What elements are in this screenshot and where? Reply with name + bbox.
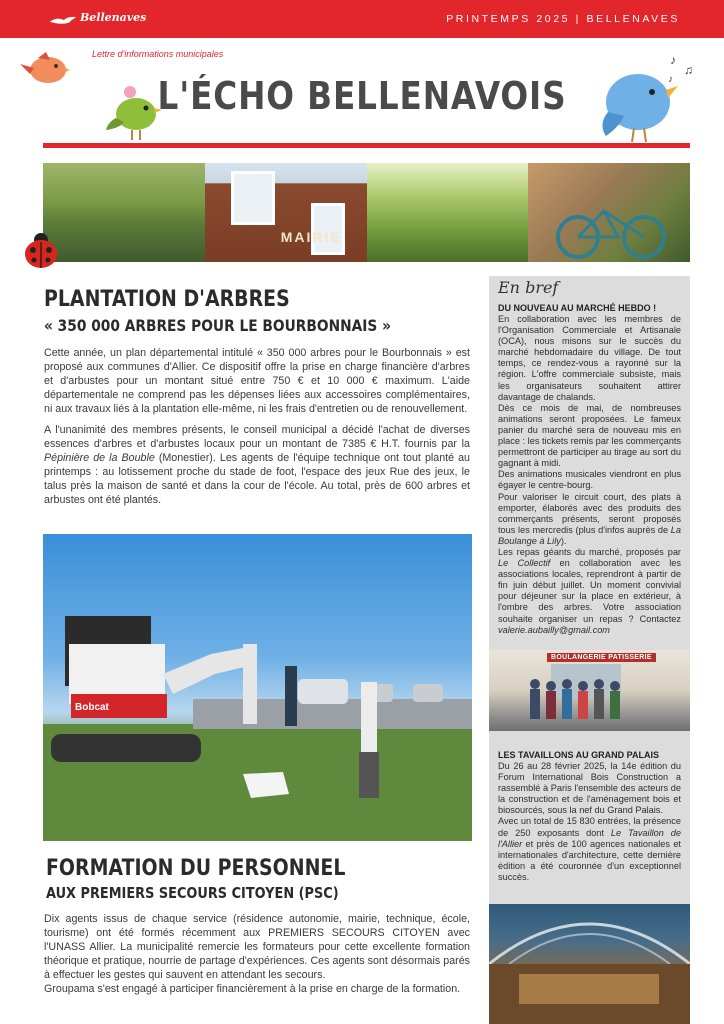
sidebar-en-bref (489, 276, 690, 1024)
paragraph: Du 26 au 28 février 2025, la 14e édition du Forum International Bois Construction a rassemblé à Paris l'ensemble des acteurs de la construction et de l'aménagement bois et biosourcés, sous la nef du Grand Palais. (498, 761, 681, 816)
ladybug-icon (20, 230, 62, 270)
top-banner (0, 0, 724, 38)
svg-text:♪: ♪ (668, 74, 673, 85)
paragraph: Cette année, un plan départemental intitulé « 350 000 arbres pour le Bourbonnais » est proposé aux communes d'Allier. Ce dispositif offre la prise en charge financière d'arbres et d'arbustes pour un montant situé entre 750 € et 10 000 € maximum. L'aide départementale ne comprend pas les dépenses liées aux accessoires complémentaires, ni aux travaux liés à la plantation elle-même, ni les frais d'entretien ou de renouvellement. (44, 347, 470, 415)
svg-text:♫: ♫ (684, 63, 693, 77)
paragraph: Pour valoriser le circuit court, des plats à emporter, élaborés avec des produits des commerçants présents, seront proposés tous les mercredis (plus d'infos auprès de La Boulange à Lily). (498, 491, 681, 546)
svg-text:♪: ♪ (670, 53, 676, 67)
photo-strip (43, 163, 690, 262)
photo-forest (367, 163, 529, 262)
shop-sign: BOULANGERIE PATISSERIE (547, 653, 656, 662)
logo-text: Bellenaves (80, 11, 147, 24)
paragraph: Dix agents issus de chaque service (résidence autonomie, mairie, technique, école, tourisme) ont été formés récemment aux PREMIERS SECOURS CITOYEN avec l'UNASS Allier. La municipalité remercie les formateurs pour cette excellente formation théorique et pratique, nourrie de partage d'expériences. Ces agents sont désormais parés à effectuer les gestes qui sauvent en attendant les secours. (44, 913, 470, 981)
paragraph: A l'unanimité des membres présents, le conseil municipal a décidé l'achat de diverses essences d'arbres et d'arbustes locaux pour un montant de 7385 € H.T. fournis par la Pépinière de la Bouble (Monestier). Les agents de l'équipe technique ont tout planté au printemps : au lotissement proche du stade de foot, l'espace des jeux Rue des jeux, le talus près la maison de santé et dans la cour de l'école. Au total, près de 600 arbres et arbustes ont été plantés. (44, 424, 470, 506)
article-title-formation: FORMATION DU PERSONNEL (46, 856, 346, 881)
news-title-marche: DU NOUVEAU AU MARCHÉ HEBDO ! (498, 303, 657, 313)
photo-mairie (205, 163, 367, 262)
article-title-plantation: PLANTATION D'ARBRES (44, 287, 290, 312)
news-title-tavaillons: LES TAVAILLONS AU GRAND PALAIS (498, 750, 659, 760)
paragraph: Les repas géants du marché, proposés par Le Collectif en collaboration avec les associations locales, reprendront à partir de fin juin début juillet. Un moment convivial pour déjeuner sur la place en extérieur, à l'ombre des arbres. Votre association souhaite organiser un repas ? Contactez valerie.aubailly@gmail.com (498, 546, 681, 635)
photo-boulangerie (489, 650, 690, 731)
mairie-sign: MAIRIE (280, 229, 342, 245)
article-body-plantation (44, 346, 470, 514)
photo-grand-palais (489, 904, 690, 1024)
paragraph: Avec un total de 15 830 entrées, la présence de 250 exposants dont Le Tavaillon de l'Allier et près de 100 agences nationales et internationales d'architecture, cette dernière édition a été couronnée d'un exceptionnel succès. (498, 816, 681, 882)
paragraph: Dès ce mois de mai, de nombreuses animations seront proposées. Le fameux panier du marché sera de nouveau mis en place : les tickets remis par les commerçants permettront de participer au tirage au sort du gagnant à midi. (498, 402, 681, 469)
paragraph: Des animations musicales viendront en plus égayer le centre-bourg. (498, 469, 681, 491)
news-body-marche (498, 314, 681, 636)
photo-tree-planting (43, 534, 472, 841)
bobcat-label: Bobcat (75, 702, 109, 713)
news-body-tavaillons (498, 761, 681, 883)
sidebar-heading: En bref (498, 278, 559, 297)
photo-willow-pond (43, 163, 205, 262)
edition-label: PRINTEMPS 2025 | BELLENAVES (446, 13, 680, 25)
title-divider (43, 143, 690, 148)
bird-logo-icon (48, 14, 78, 26)
article-body-formation (44, 912, 470, 996)
paragraph: Groupama s'est engagé à participer financièrement à la prise en charge de la formation. (44, 983, 461, 995)
photo-bicycle (528, 163, 690, 262)
article-subtitle-plantation: « 350 000 ARBRES POUR LE BOURBONNAIS » (44, 316, 391, 335)
contact-email: valerie.aubailly@gmail.com (498, 624, 610, 635)
newsletter-subtitle: Lettre d'informations municipales (92, 49, 224, 59)
newsletter-title: L'ÉCHO BELLENAVOIS (157, 74, 567, 118)
paragraph: En collaboration avec les membres de l'Organisation Commerciale et Artisanale (OCA), nous misons sur le succès du marché hebdomadaire du village. De tout temps, ce rendez-vous a rayonné sur la région. L'offre commerciale subsiste, mais les organisateurs souhaitent attirer davantage de chalands. (498, 314, 681, 402)
article-subtitle-formation: AUX PREMIERS SECOURS CITOYEN (PSC) (46, 884, 339, 902)
